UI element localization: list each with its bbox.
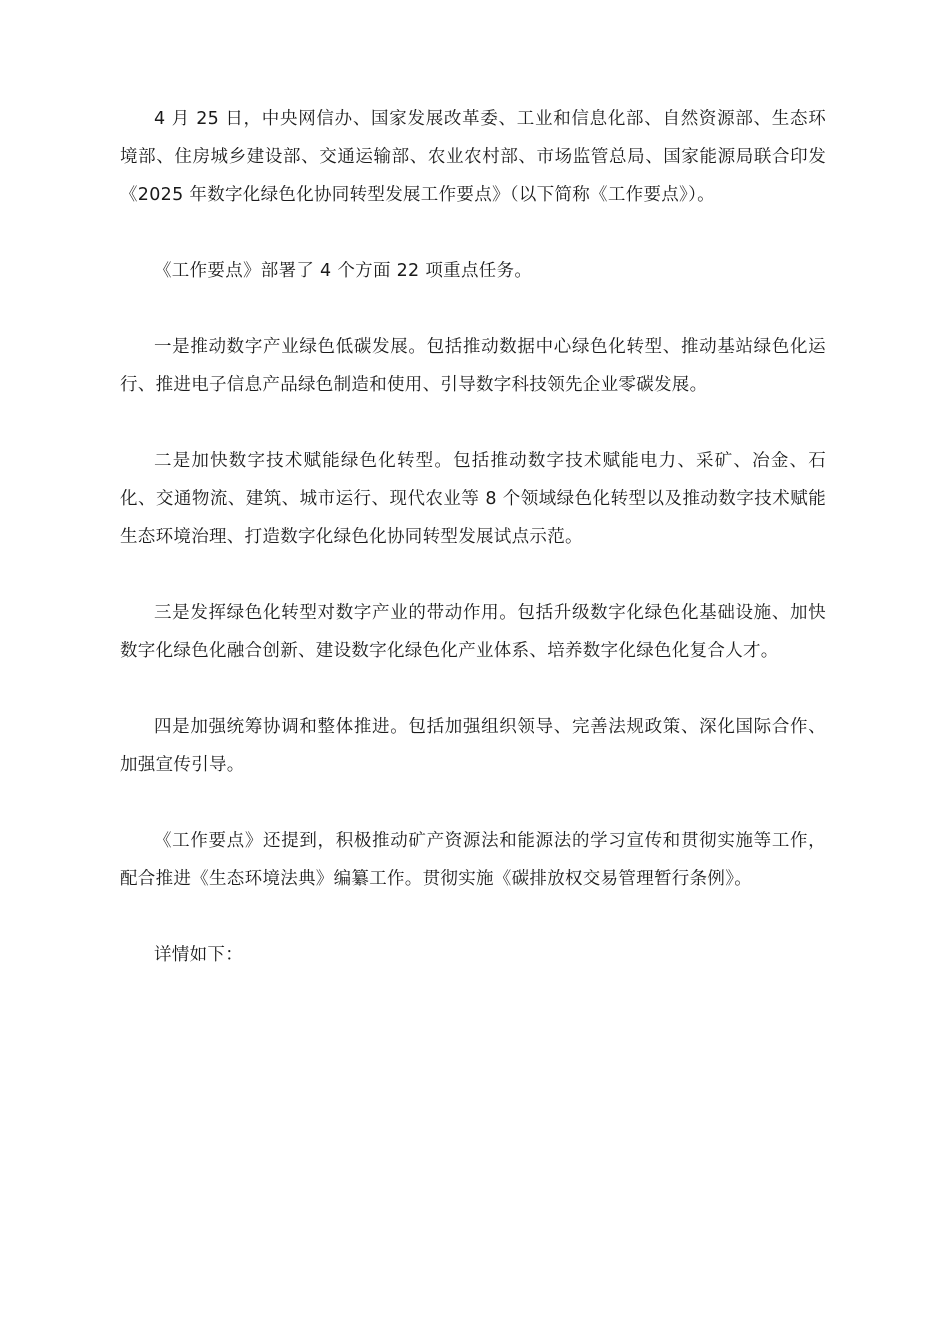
paragraph-task-4: 四是加强统筹协调和整体推进。包括加强组织领导、完善法规政策、深化国际合作、加强宣传引导。 [120, 717, 826, 775]
paragraph-additional: 《工作要点》还提到，积极推动矿产资源法和能源法的学习宣传和贯彻实施等工作，配合推进《生态环境法典》编纂工作。贯彻实施《碳排放权交易管理暂行条例》。 [120, 831, 826, 889]
paragraph-intro: 4 月 25 日，中央网信办、国家发展改革委、工业和信息化部、自然资源部、生态环境部、住房城乡建设部、交通运输部、农业农村部、市场监管总局、国家能源局联合印发《2025 年数字化绿色化协同转型发展工作要点》（以下简称《工作要点》）。 [120, 109, 826, 205]
paragraph-summary: 《工作要点》部署了 4 个方面 22 项重点任务。 [154, 261, 533, 281]
paragraph-task-3: 三是发挥绿色化转型对数字产业的带动作用。包括升级数字化绿色化基础设施、加快数字化绿色化融合创新、建设数字化绿色化产业体系、培养数字化绿色化复合人才。 [120, 603, 826, 661]
paragraph-task-2: 二是加快数字技术赋能绿色化转型。包括推动数字技术赋能电力、采矿、冶金、石化、交通物流、建筑、城市运行、现代农业等 8 个领域绿色化转型以及推动数字技术赋能生态环境治理、打造数字化绿色化协同转型发展试点示范。 [120, 451, 826, 547]
paragraph-details-lead: 详情如下： [154, 945, 243, 965]
paragraph-task-1: 一是推动数字产业绿色低碳发展。包括推动数据中心绿色化转型、推动基站绿色化运行、推进电子信息产品绿色制造和使用、引导数字科技领先企业零碳发展。 [120, 337, 826, 395]
document-page [120, 100, 826, 1012]
